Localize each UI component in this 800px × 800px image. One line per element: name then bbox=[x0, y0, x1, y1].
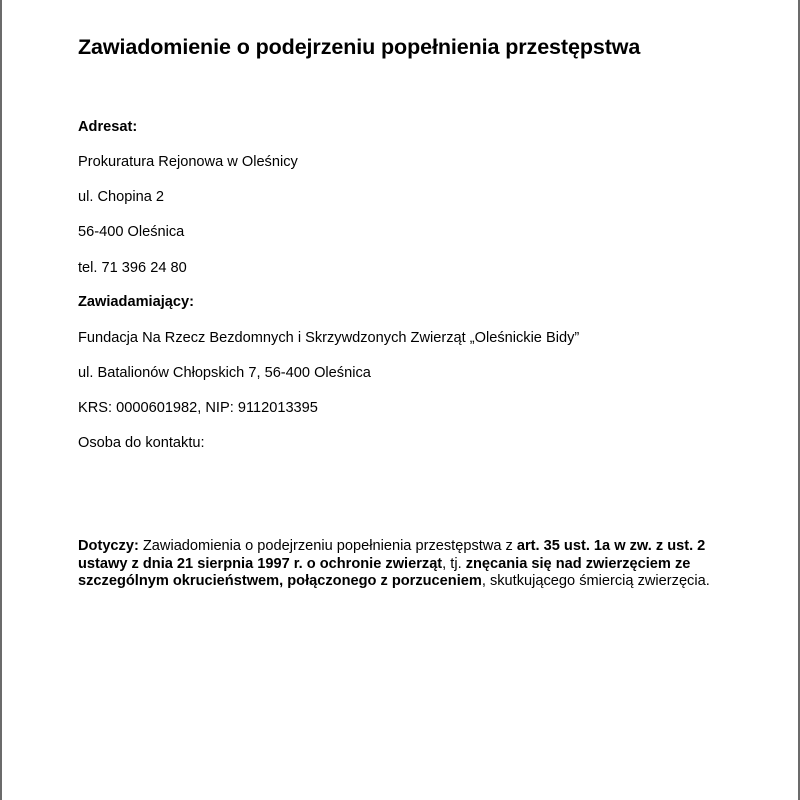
document-title: Zawiadomienie o podejrzeniu popełnienia przestępstwa bbox=[78, 35, 641, 59]
adresat-city: 56-400 Oleśnica bbox=[78, 224, 185, 240]
page-edge-left bbox=[0, 0, 2, 800]
zawiadamiajacy-label: Zawiadamiający: bbox=[78, 294, 194, 310]
zawiadamiajacy-address: ul. Batalionów Chłopskich 7, 56-400 Oleśnica bbox=[78, 365, 371, 381]
dotyczy-label: Dotyczy: bbox=[78, 538, 139, 554]
adresat-street: ul. Chopina 2 bbox=[78, 189, 165, 205]
adresat-name: Prokuratura Rejonowa w Oleśnicy bbox=[78, 154, 298, 170]
dotyczy-legal-basis: art. 35 ust. 1a w zw. z ust. 2 ustawy z dnia 21 sierpnia 1997 r. o ochronie zwierząt bbox=[78, 538, 706, 572]
dotyczy-text-3: , skutkującego śmiercią zwierzęcia. bbox=[481, 573, 710, 589]
contact-person-label: Osoba do kontaktu: bbox=[78, 435, 205, 451]
dotyczy-offense: znęcania się nad zwierzęciem ze szczególnym okrucieństwem, połączonego z porzuceniem bbox=[78, 555, 691, 589]
adresat-phone: tel. 71 396 24 80 bbox=[78, 260, 187, 276]
dotyczy-text-1: Zawiadomienia o podejrzeniu popełnienia przestępstwa z bbox=[138, 538, 517, 554]
zawiadamiajacy-name: Fundacja Na Rzecz Bezdomnych i Skrzywdzonych Zwierząt „Oleśnickie Bidy” bbox=[78, 330, 580, 346]
dotyczy-text-2: , tj. bbox=[442, 555, 466, 572]
dotyczy-paragraph bbox=[78, 538, 738, 591]
zawiadamiajacy-registry: KRS: 0000601982, NIP: 9112013395 bbox=[78, 400, 318, 416]
adresat-label: Adresat: bbox=[78, 119, 138, 135]
